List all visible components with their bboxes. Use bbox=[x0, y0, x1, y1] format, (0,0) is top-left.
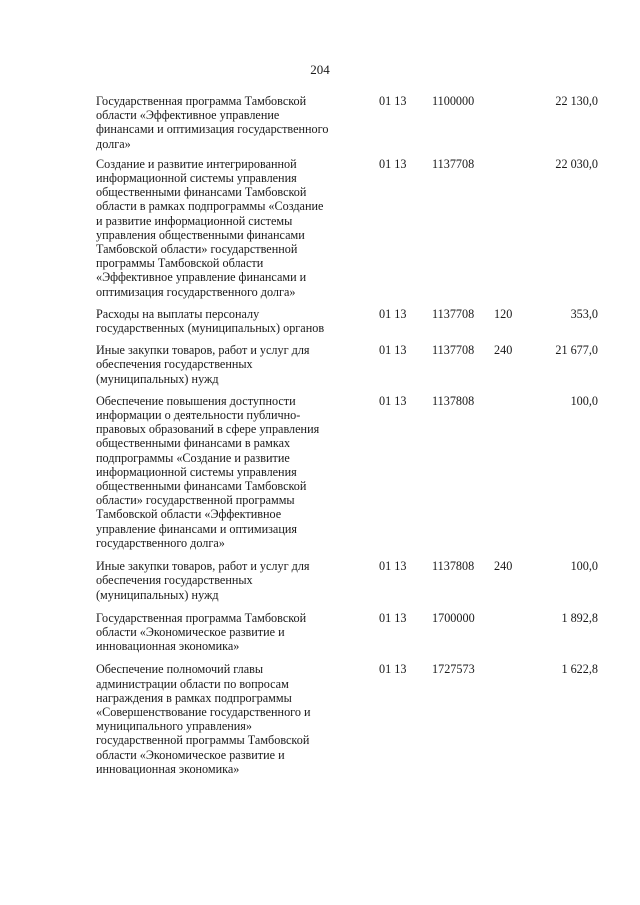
row-amount: 1 892,8 bbox=[561, 610, 598, 625]
row-amount: 22 030,0 bbox=[555, 156, 598, 171]
table-row bbox=[96, 307, 606, 335]
row-amount: 21 677,0 bbox=[555, 343, 598, 358]
row-section: 01 13 bbox=[379, 343, 407, 358]
row-description: Обеспечение повышения доступности информации о деятельности публично- правовых образований в сфере управления общественными финансами в рамках подпрограммы «Создание и развитие информационной системы управления общественными финансами Тамбовской области» государственной программы Тамбовской области «Эффективное управление финансами и оптимизация государственного долга» bbox=[96, 393, 320, 550]
row-section: 01 13 bbox=[379, 559, 407, 574]
table-row bbox=[96, 559, 606, 602]
row-target-item: 1100000 bbox=[432, 94, 475, 108]
row-expense-type: 120 bbox=[494, 306, 513, 321]
row-target-item: 1137708 bbox=[432, 306, 475, 321]
row-description: Государственная программа Тамбовской области «Экономическое развитие и инновационная экономика» bbox=[96, 610, 307, 654]
row-section: 01 13 bbox=[379, 662, 407, 677]
row-target-item: 1137708 bbox=[432, 156, 475, 171]
row-target-item: 1137708 bbox=[432, 343, 475, 358]
table-row bbox=[96, 394, 606, 550]
row-section: 01 13 bbox=[379, 306, 407, 321]
row-target-item: 1137808 bbox=[432, 559, 475, 574]
row-expense-type: 240 bbox=[494, 343, 513, 358]
row-amount: 1 622,8 bbox=[561, 662, 598, 677]
row-description: Иные закупки товаров, работ и услуг для обеспечения государственных (муниципальных) нужд bbox=[96, 559, 310, 602]
row-amount: 100,0 bbox=[570, 559, 598, 574]
row-target-item: 1137808 bbox=[432, 393, 475, 408]
table-row bbox=[96, 343, 606, 386]
row-expense-type: 240 bbox=[494, 559, 513, 574]
page-number: 204 bbox=[310, 62, 330, 77]
row-description: Обеспечение полномочий главы администрации области по вопросам награждения в рамках подпрограммы «Совершенствование государственного и муниципального управления» государственной программы Тамбовской области «Экономическое развитие и инновационная экономика» bbox=[96, 662, 311, 776]
row-description: Государственная программа Тамбовской области «Эффективное управление финансами и оптимизация государственного долга» bbox=[96, 94, 329, 151]
row-target-item: 1727573 bbox=[432, 662, 475, 677]
row-amount: 22 130,0 bbox=[555, 94, 598, 108]
table-row bbox=[96, 157, 606, 299]
row-description: Создание и развитие интегрированной информационной системы управления общественными финансами Тамбовской области в рамках подпрограммы «Создание и развитие информационной системы управления общественными финансами Тамбовской области» государственной программы Тамбовской области «Эффективное управление финансами и оптимизация государственного долга» bbox=[96, 156, 324, 299]
row-section: 01 13 bbox=[379, 393, 407, 408]
row-section: 01 13 bbox=[379, 94, 407, 108]
row-target-item: 1700000 bbox=[432, 610, 475, 625]
table-row bbox=[96, 662, 606, 776]
budget-table bbox=[96, 94, 606, 776]
row-amount: 100,0 bbox=[570, 393, 598, 408]
row-description: Расходы на выплаты персоналу государственных (муниципальных) органов bbox=[96, 306, 325, 336]
row-section: 01 13 bbox=[379, 156, 407, 171]
row-description: Иные закупки товаров, работ и услуг для обеспечения государственных (муниципальных) нужд bbox=[96, 343, 310, 386]
row-section: 01 13 bbox=[379, 610, 407, 625]
table-row bbox=[96, 611, 606, 654]
row-amount: 353,0 bbox=[570, 306, 598, 321]
table-row bbox=[96, 94, 606, 151]
